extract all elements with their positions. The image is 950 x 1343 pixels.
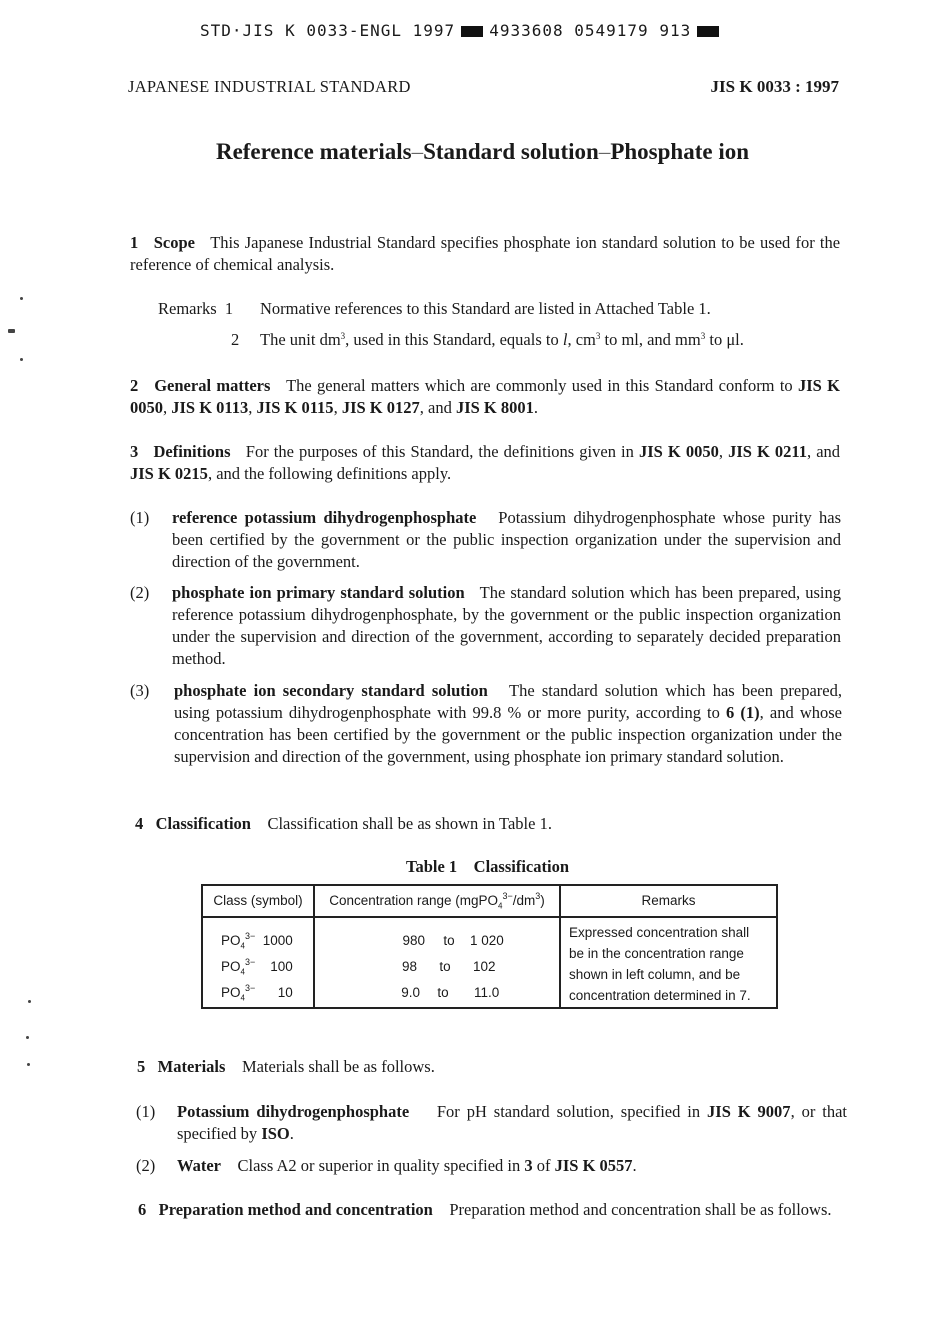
clause-reference: 6 (1)	[726, 703, 760, 722]
title-dash: –	[411, 139, 424, 164]
standard-reference: JIS K 0113	[171, 398, 249, 417]
definition-text: The standard solution which has been prepared, using reference potassium dihydrogenphosphate, by the government or the public inspection organization under the supervision and direction of the government, according to separately decided preparation method.	[172, 583, 841, 668]
table-header-cell	[314, 885, 560, 917]
section-number: 4	[135, 814, 144, 833]
scan-header	[200, 20, 725, 42]
material-text: .	[632, 1156, 637, 1175]
section-text: Preparation method and concentration shall be as follows.	[449, 1200, 832, 1219]
standard-reference: JIS K 0215	[130, 464, 208, 483]
remark-2-part: , used in this Standard, equals to	[345, 330, 563, 349]
superscript: 3−	[244, 983, 256, 993]
material-text: Class A2 or superior in quality specified in	[237, 1156, 521, 1175]
title-part-1: Reference materials	[215, 139, 412, 164]
definition-item	[130, 680, 842, 768]
definition-term: phosphate ion secondary standard solution	[174, 681, 488, 700]
header-part: )	[540, 893, 545, 908]
range-low: 9.0	[401, 985, 420, 1000]
section-text: The general matters which are commonly used in this Standard conform to	[286, 376, 793, 395]
remark-2-part: , cm	[567, 330, 596, 349]
remark-2-part: to ml, and mm	[600, 330, 701, 349]
remark-number: 1	[224, 299, 234, 318]
scan-speck	[28, 1000, 31, 1003]
superscript: 3	[340, 331, 346, 341]
section-number: 5	[137, 1057, 146, 1076]
superscript: 3	[535, 891, 541, 901]
range-high: 1 020	[470, 933, 504, 948]
table-header-row	[202, 885, 777, 917]
table-caption-title: Classification	[473, 857, 570, 876]
section-number: 3	[130, 442, 139, 461]
section-heading: Preparation method and concentration	[158, 1200, 433, 1219]
table-cell-range	[314, 917, 560, 1008]
definition-term: reference potassium dihydrogenphosphate	[172, 508, 477, 527]
material-term: Potassium dihydrogenphosphate	[177, 1102, 410, 1121]
item-number: (2)	[136, 1156, 156, 1175]
item-number: (2)	[130, 583, 150, 602]
section-heading: Classification	[155, 814, 251, 833]
standard-number: JIS K 0033 : 1997	[710, 77, 839, 96]
scan-header-right-code: 4933608 0549179 913	[489, 21, 692, 40]
range-entry	[316, 928, 558, 954]
definition-term: phosphate ion primary standard solution	[172, 583, 465, 602]
material-text: of	[536, 1156, 551, 1175]
section-heading: Scope	[153, 233, 195, 252]
section-heading: Materials	[157, 1057, 226, 1076]
item-number: (1)	[130, 508, 150, 527]
item-number: (1)	[136, 1102, 156, 1121]
section-scope	[130, 232, 840, 276]
section-materials	[137, 1056, 435, 1078]
standard-reference: JIS K 9007	[707, 1102, 791, 1121]
standard-reference: ISO	[261, 1124, 290, 1143]
remark-1-text: Normative references to this Standard are listed in Attached Table 1.	[260, 299, 711, 318]
redaction-block-icon	[461, 26, 483, 37]
standard-reference: JIS K 0557	[554, 1156, 633, 1175]
material-body	[177, 1101, 847, 1145]
range-high: 102	[473, 959, 496, 974]
table-row	[202, 917, 777, 1008]
remark-number: 2	[231, 330, 240, 349]
definition-body	[174, 680, 842, 768]
material-text: .	[289, 1124, 294, 1143]
scan-speck	[26, 1036, 29, 1039]
standard-reference: JIS K 0050	[638, 442, 719, 461]
superscript: 3	[700, 331, 706, 341]
range-to: to	[437, 985, 449, 1000]
class-entry	[221, 954, 312, 980]
material-body	[177, 1155, 847, 1177]
standard-reference: JIS K 0211	[728, 442, 808, 461]
standard-reference: JIS K 8001	[455, 398, 534, 417]
section-classification	[135, 813, 552, 835]
standard-reference: JIS K 0115	[256, 398, 334, 417]
class-entry	[221, 928, 312, 954]
superscript: 3−	[244, 931, 256, 941]
scan-header-left-code: STD·JIS K 0033-ENGL 1997	[200, 21, 456, 40]
range-low: 980	[402, 933, 425, 948]
section-number: 1	[130, 233, 139, 252]
remark-2-part: The unit dm	[260, 330, 341, 349]
superscript: 3−	[502, 891, 513, 901]
section-text: This Japanese Industrial Standard specifies phosphate ion standard solution to be used for the reference of chemical analysis.	[130, 233, 841, 274]
page-title	[0, 138, 950, 166]
subscript: 4	[240, 941, 245, 951]
header-part: /dm	[512, 893, 536, 908]
redaction-block-icon	[697, 26, 719, 37]
remark-line: shown in left column, and be	[569, 967, 741, 982]
ion-symbol: PO	[221, 959, 241, 974]
subscript: 4	[240, 993, 245, 1003]
superscript: 3	[595, 331, 601, 341]
range-entry	[316, 980, 558, 1006]
definition-body	[172, 507, 841, 573]
section-number: 2	[130, 376, 139, 395]
range-to: to	[443, 933, 455, 948]
material-text: , or that specified by	[177, 1102, 848, 1143]
table-header-cell: Remarks	[560, 885, 777, 917]
remark-line: be in the concentration range	[569, 946, 744, 961]
section-text: Classification shall be as shown in Table 1.	[267, 814, 552, 833]
class-value: 100	[270, 959, 293, 974]
remarks-label: Remarks	[158, 299, 217, 318]
remark-line: concentration determined in 7.	[569, 988, 751, 1003]
classification-table	[201, 884, 778, 1009]
definition-text: , and whose concentration has been certified by the government or the public inspection organization under the supervision and direction of the government, using phosphate ion primary standard solution.	[174, 703, 843, 766]
section-number: 6	[138, 1200, 147, 1219]
scan-speck	[20, 297, 23, 300]
material-text: For pH standard solution, specified in	[436, 1102, 701, 1121]
superscript: 3−	[244, 957, 256, 967]
table-cell-class	[202, 917, 314, 1008]
range-to: to	[439, 959, 451, 974]
range-high: 11.0	[474, 985, 500, 1000]
section-text: , and the following definitions apply.	[207, 464, 452, 483]
conjunction: and	[428, 398, 452, 417]
title-part-3: Phosphate ion	[610, 139, 750, 164]
material-term: Water	[177, 1156, 221, 1175]
subscript: 4	[240, 967, 245, 977]
remark-1	[158, 298, 233, 320]
table-cell-remarks	[560, 917, 777, 1008]
class-value: 1000	[262, 933, 293, 948]
table-caption	[0, 856, 950, 878]
standard-label: JAPANESE INDUSTRIAL STANDARD	[128, 77, 411, 96]
item-number: (3)	[130, 681, 150, 700]
section-heading: Definitions	[153, 442, 231, 461]
standard-reference: JIS K 0050	[130, 376, 840, 417]
remark-2-part: to μl.	[705, 330, 744, 349]
scan-speck	[8, 329, 15, 333]
table-header-cell: Class (symbol)	[202, 885, 314, 917]
section-preparation	[138, 1199, 848, 1221]
range-low: 98	[401, 959, 417, 974]
definition-item	[130, 582, 841, 670]
standard-reference: JIS K 0127	[341, 398, 420, 417]
class-value: 10	[277, 985, 293, 1000]
section-heading: General matters	[154, 376, 271, 395]
header-part: Concentration range (mgPO	[329, 893, 499, 908]
ion-symbol: PO	[221, 985, 241, 1000]
class-entry	[221, 980, 312, 1006]
ion-symbol: PO	[221, 933, 241, 948]
section-text: Materials shall be as follows.	[241, 1057, 435, 1076]
definition-item	[130, 507, 841, 573]
range-entry	[316, 954, 558, 980]
remark-2-text	[260, 329, 744, 351]
title-dash: –	[598, 139, 611, 164]
conjunction: and	[816, 442, 841, 461]
definition-text: Potassium dihydrogenphosphate whose purity has been certified by the government or the public inspection organization under the supervision and direction of the government.	[172, 508, 842, 571]
definition-body	[172, 582, 841, 670]
table-caption-number: Table 1	[405, 857, 458, 876]
material-item	[136, 1155, 847, 1177]
subscript: 4	[498, 901, 503, 911]
section-definitions: 3 Definitions For the purposes of this Standard, the definitions given in JIS K 0050, JIS K 0211, and JIS K 0215, and the following definitions apply.	[130, 442, 841, 483]
section-general-matters: 2 General matters The general matters which are commonly used in this Standard conform to JIS K 0050, JIS K 0113, JIS K 0115, JIS K 0127, and JIS K 8001.	[130, 376, 840, 417]
scan-speck	[27, 1063, 30, 1066]
material-item	[136, 1101, 847, 1145]
title-part-2: Standard solution	[423, 139, 599, 164]
section-text: For the purposes of this Standard, the definitions given in	[245, 442, 634, 461]
definition-text: The standard solution which has been prepared, using potassium dihydrogenphosphate with 99.8 % or more purity, according to	[174, 681, 842, 722]
clause-reference: 3	[524, 1156, 533, 1175]
scan-speck	[20, 358, 23, 361]
liter-symbol: l	[562, 330, 568, 349]
remark-line: Expressed concentration shall	[569, 925, 750, 940]
